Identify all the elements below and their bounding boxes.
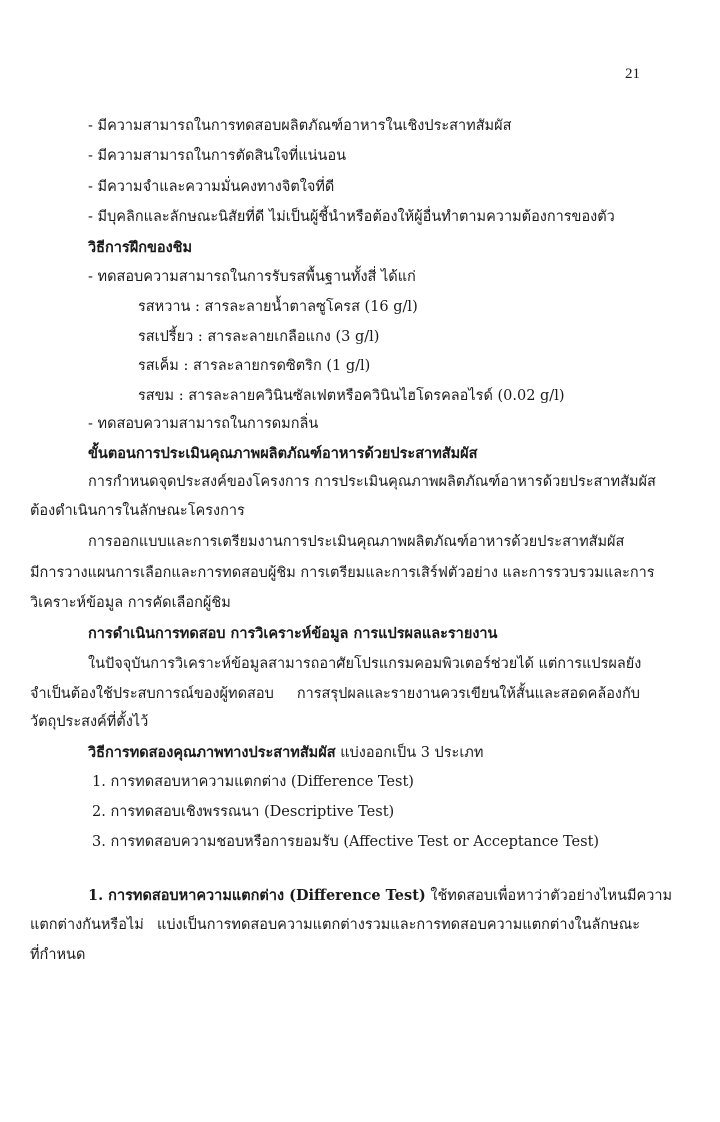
- section-heading: ขั้นตอนการประเมินคุณภาพผลิตภัณฑ์อาหารด้วยประสาทสัมผัส: [88, 445, 478, 462]
- taste-item: รสเปรี้ยว : สารละลายเกลือแกง (3 g/l): [138, 329, 380, 345]
- paragraph-line: ใช้ทดสอบเพื่อหาว่าตัวอย่างไหนมีความ: [425, 888, 673, 904]
- section-heading: การดำเนินการทดสอบ การวิเคราะห์ข้อมูล การแปรผลและรายงาน: [88, 625, 498, 642]
- bullet-item: - มีบุคลิกและลักษณะนิสัยที่ดี ไม่เป็นผู้ชี้นำหรือต้องให้ผู้อื่นทำตามความต้องการของตัว: [88, 209, 615, 225]
- difference-test-lead: 1. การทดสอบหาความแตกต่าง (Difference Test): [88, 887, 426, 904]
- paragraph-line: - ทดสอบความสามารถในการดมกลิ่น: [88, 416, 319, 432]
- paragraph-line: การกำหนดจุดประสงค์ของโครงการ การประเมินคุณภาพผลิตภัณฑ์อาหารด้วยประสาทสัมผัส: [88, 474, 656, 490]
- paragraph-line: - ทดสอบความสามารถในการรับรสพื้นฐานทั้งสี่ ได้แก่: [88, 269, 416, 285]
- paragraph-line: วิเคราะห์ข้อมูล การคัดเลือกผู้ชิม: [30, 595, 231, 611]
- taste-item: รสหวาน : สารละลายน้ำตาลซูโครส (16 g/l): [138, 299, 418, 315]
- paragraph-line: ในปัจจุบันการวิเคราะห์ข้อมูลสามารถอาศัยโปรแกรมคอมพิวเตอร์ช่วยได้ แต่การแปรผลยัง: [88, 656, 642, 672]
- section-heading: วิธีการฝึกของชิม: [88, 239, 193, 256]
- section-heading: วิธีการทดสองคุณภาพทางประสาทสัมผัส: [88, 744, 336, 761]
- page-number: 21: [625, 66, 640, 82]
- bullet-item: - มีความสามารถในการทดสอบผลิตภัณฑ์อาหารในเชิงประสาทสัมผัส: [88, 118, 512, 134]
- method-item: 1. การทดสอบหาความแตกต่าง (Difference Test): [92, 774, 414, 790]
- paragraph-line: ต้องดำเนินการในลักษณะโครงการ: [30, 503, 245, 519]
- paragraph-line: วัตถุประสงค์ที่ตั้งไว้: [30, 714, 149, 730]
- bullet-item: - มีความสามารถในการตัดสินใจที่แน่นอน: [88, 148, 347, 164]
- method-item: 3. การทดสอบความชอบหรือการยอมรับ (Affective Test or Acceptance Test): [92, 834, 600, 850]
- bullet-item: - มีความจำและความมั่นคงทางจิตใจที่ดี: [88, 179, 335, 195]
- taste-item: รสเค็ม : สารละลายกรดซิตริก (1 g/l): [138, 358, 371, 374]
- test-methods-heading-line: [88, 744, 483, 762]
- paragraph-line: มีการวางแผนการเลือกและการทดสอบผู้ชิม การเตรียมและการเสิร์ฟตัวอย่าง และการรวบรวมและการ: [30, 565, 655, 581]
- difference-test-first-line: [88, 887, 672, 905]
- paragraph-line: แตกต่างกันหรือไม่ แบ่งเป็นการทดสอบความแตกต่างรวมและการทดสอบความแตกต่างในลักษณะ: [30, 917, 640, 933]
- paragraph-line: การออกแบบและการเตรียมงานการประเมินคุณภาพผลิตภัณฑ์อาหารด้วยประสาทสัมผัส: [88, 534, 625, 550]
- taste-item: รสขม : สารละลายควินินซัลเฟตหรือควินินไฮโดรคลอไรด์ (0.02 g/l): [138, 388, 565, 404]
- paragraph-line: ที่กำหนด: [30, 947, 86, 963]
- paragraph-line: จำเป็นต้องใช้ประสบการณ์ของผู้ทดสอบ การสรุปผลและรายงานควรเขียนให้สั้นและสอดคล้องกับ: [30, 686, 640, 702]
- method-item: 2. การทดสอบเชิงพรรณนา (Descriptive Test): [92, 804, 395, 820]
- heading-suffix: แบ่งออกเป็น 3 ประเภท: [335, 745, 484, 761]
